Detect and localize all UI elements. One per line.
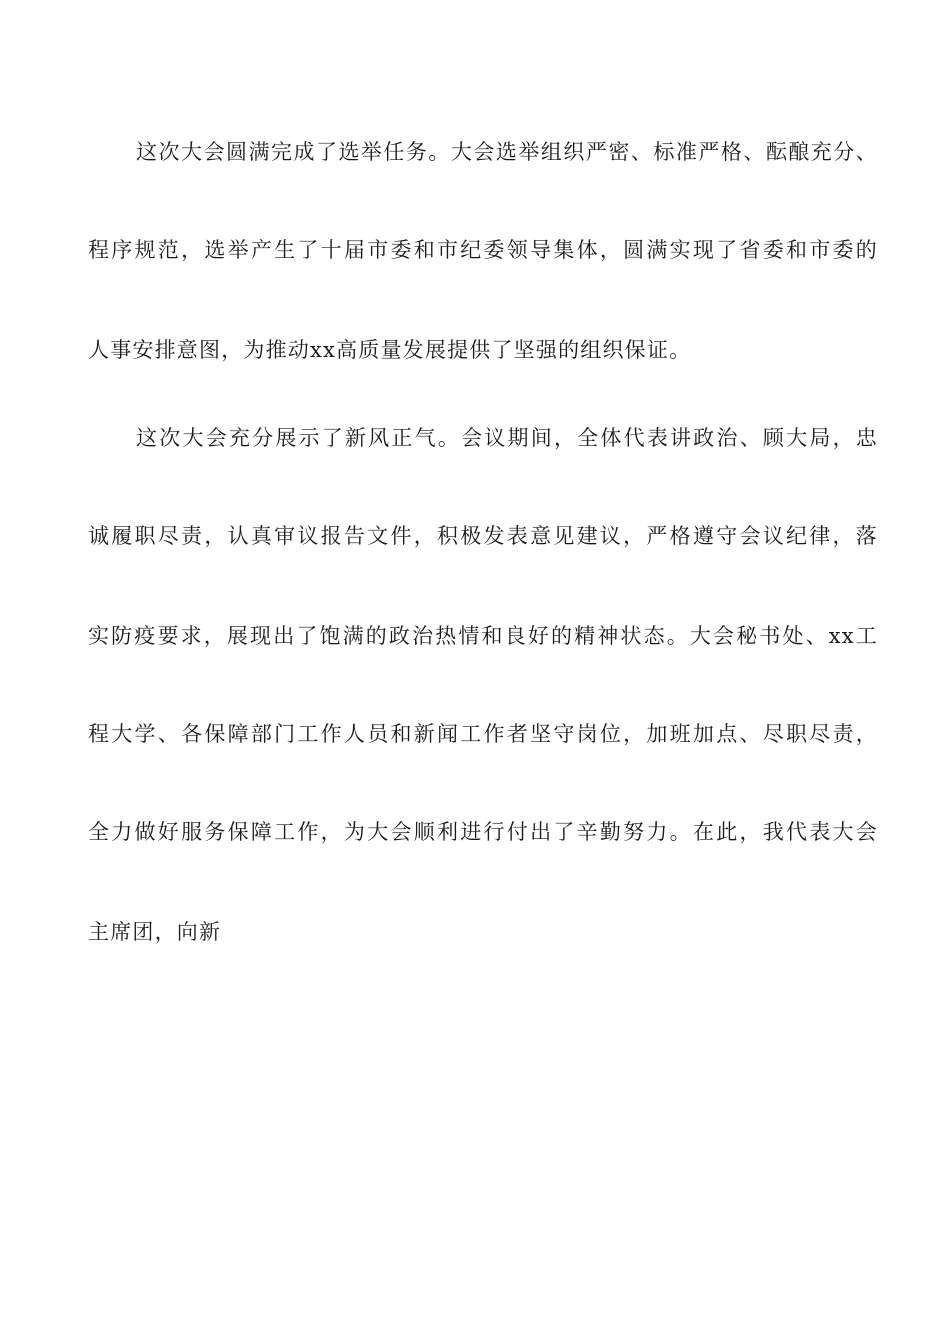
- text-line: 实防疫要求，展现出了饱满的政治热情和良好的精神状态。大会秘书处、xx工: [88, 624, 878, 648]
- text-line: 诚履职尽责，认真审议报告文件，积极发表意见建议，严格遵守会议纪律，落: [88, 524, 878, 548]
- text-line: 这次大会充分展示了新风正气。会议期间，全体代表讲政治、顾大局，忠: [136, 426, 878, 450]
- text-line: 程大学、各保障部门工作人员和新闻工作者坚守岗位，加班加点、尽职尽责，: [88, 722, 878, 746]
- text-line: 主席团，向新: [88, 920, 222, 944]
- text-line: 这次大会圆满完成了选举任务。大会选举组织严密、标准严格、酝酿充分、: [136, 140, 878, 164]
- text-line: 人事安排意图，为推动xx高质量发展提供了坚强的组织保证。: [88, 338, 692, 362]
- text-line: 程序规范，选举产生了十届市委和市纪委领导集体，圆满实现了省委和市委的: [88, 238, 878, 262]
- text-line: 全力做好服务保障工作，为大会顺利进行付出了辛勤努力。在此，我代表大会: [88, 820, 878, 844]
